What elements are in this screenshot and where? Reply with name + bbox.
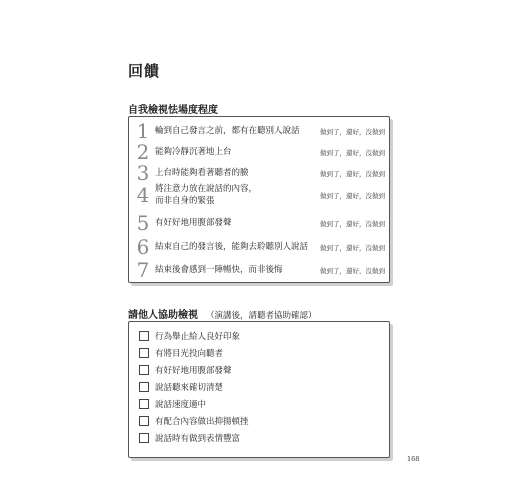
self-check-item (135, 260, 385, 280)
peer-check-box (128, 321, 390, 458)
self-check-heading: 自我檢視怯場度程度 (128, 105, 218, 116)
item-text (155, 241, 316, 253)
checklist-label: 有配合內容做出抑揚頓挫 (155, 417, 249, 427)
rating-options: 做到了，還好，沒做到 (320, 243, 385, 252)
self-check-item (135, 183, 385, 207)
checklist-item[interactable] (139, 398, 206, 410)
item-line: 而非自身的緊張 (155, 196, 215, 206)
checklist-label: 說話時有做到表情豐富 (155, 434, 241, 444)
checkbox[interactable] (139, 433, 149, 443)
checkbox[interactable] (139, 365, 149, 375)
item-line: 結束後會感到一陣暢快，而非後悔 (155, 265, 283, 275)
item-line: 上台時能夠看著聽者的臉 (155, 168, 249, 178)
page-number: 168 (407, 455, 420, 463)
rating-options: 做到了，還好，沒做到 (320, 219, 385, 228)
checkbox[interactable] (139, 416, 149, 426)
checklist-label: 說話速度適中 (155, 400, 207, 410)
item-text (155, 217, 316, 229)
checklist-label: 有好好地用腹部發聲 (155, 366, 232, 376)
checklist-item[interactable] (139, 432, 240, 444)
item-number: 1 (136, 119, 150, 143)
rating-options: 做到了，還好，沒做到 (320, 191, 385, 200)
checklist-item[interactable] (139, 347, 223, 359)
rating-options: 做到了，還好，沒做到 (320, 127, 385, 136)
item-text (155, 146, 316, 158)
checklist-item[interactable] (139, 330, 240, 342)
checklist-item[interactable] (139, 364, 232, 376)
item-number: 3 (136, 161, 150, 185)
checklist-label: 有將目光投向聽者 (155, 349, 224, 359)
checklist-item[interactable] (139, 415, 249, 427)
checklist-label: 行為舉止給人良好印象 (155, 332, 241, 342)
item-number: 6 (136, 235, 150, 259)
checkbox[interactable] (139, 331, 149, 341)
checklist-label: 說話聽來確切清楚 (155, 383, 224, 393)
self-check-item (135, 213, 385, 233)
item-text (155, 125, 316, 137)
peer-check-heading (128, 306, 317, 321)
peer-check-title: 請他人協助檢視 (128, 310, 198, 321)
item-number: 5 (136, 211, 150, 235)
checkbox[interactable] (139, 399, 149, 409)
item-line: 結束自己的發言後，能夠去聆聽別人說話 (155, 242, 309, 252)
checklist-item[interactable] (139, 381, 223, 393)
self-check-item (135, 237, 385, 257)
page-title: 回饋 (128, 62, 161, 80)
item-line: 將注意力放在說話的內容， (155, 184, 258, 194)
rating-options: 做到了，還好，沒做到 (320, 266, 385, 275)
self-check-item (135, 142, 385, 162)
item-number: 4 (136, 183, 150, 207)
rating-options: 做到了，還好，沒做到 (320, 148, 385, 157)
item-line: 有好好地用腹部發聲 (155, 218, 232, 228)
item-number: 2 (136, 140, 150, 164)
item-line: 能夠冷靜沉著地上台 (155, 147, 232, 157)
item-line: 輪到自己發言之前，都有在聽別人說話 (155, 126, 300, 136)
self-check-box (128, 116, 390, 283)
peer-check-note: （演講後，請聽者協助確認） (206, 311, 317, 321)
item-text (155, 264, 316, 276)
self-check-item (135, 121, 385, 141)
item-text (155, 183, 316, 207)
item-text (155, 167, 316, 179)
item-number: 7 (136, 258, 150, 282)
rating-options: 做到了，還好，沒做到 (320, 169, 385, 178)
self-check-item (135, 163, 385, 183)
checkbox[interactable] (139, 348, 149, 358)
checkbox[interactable] (139, 382, 149, 392)
